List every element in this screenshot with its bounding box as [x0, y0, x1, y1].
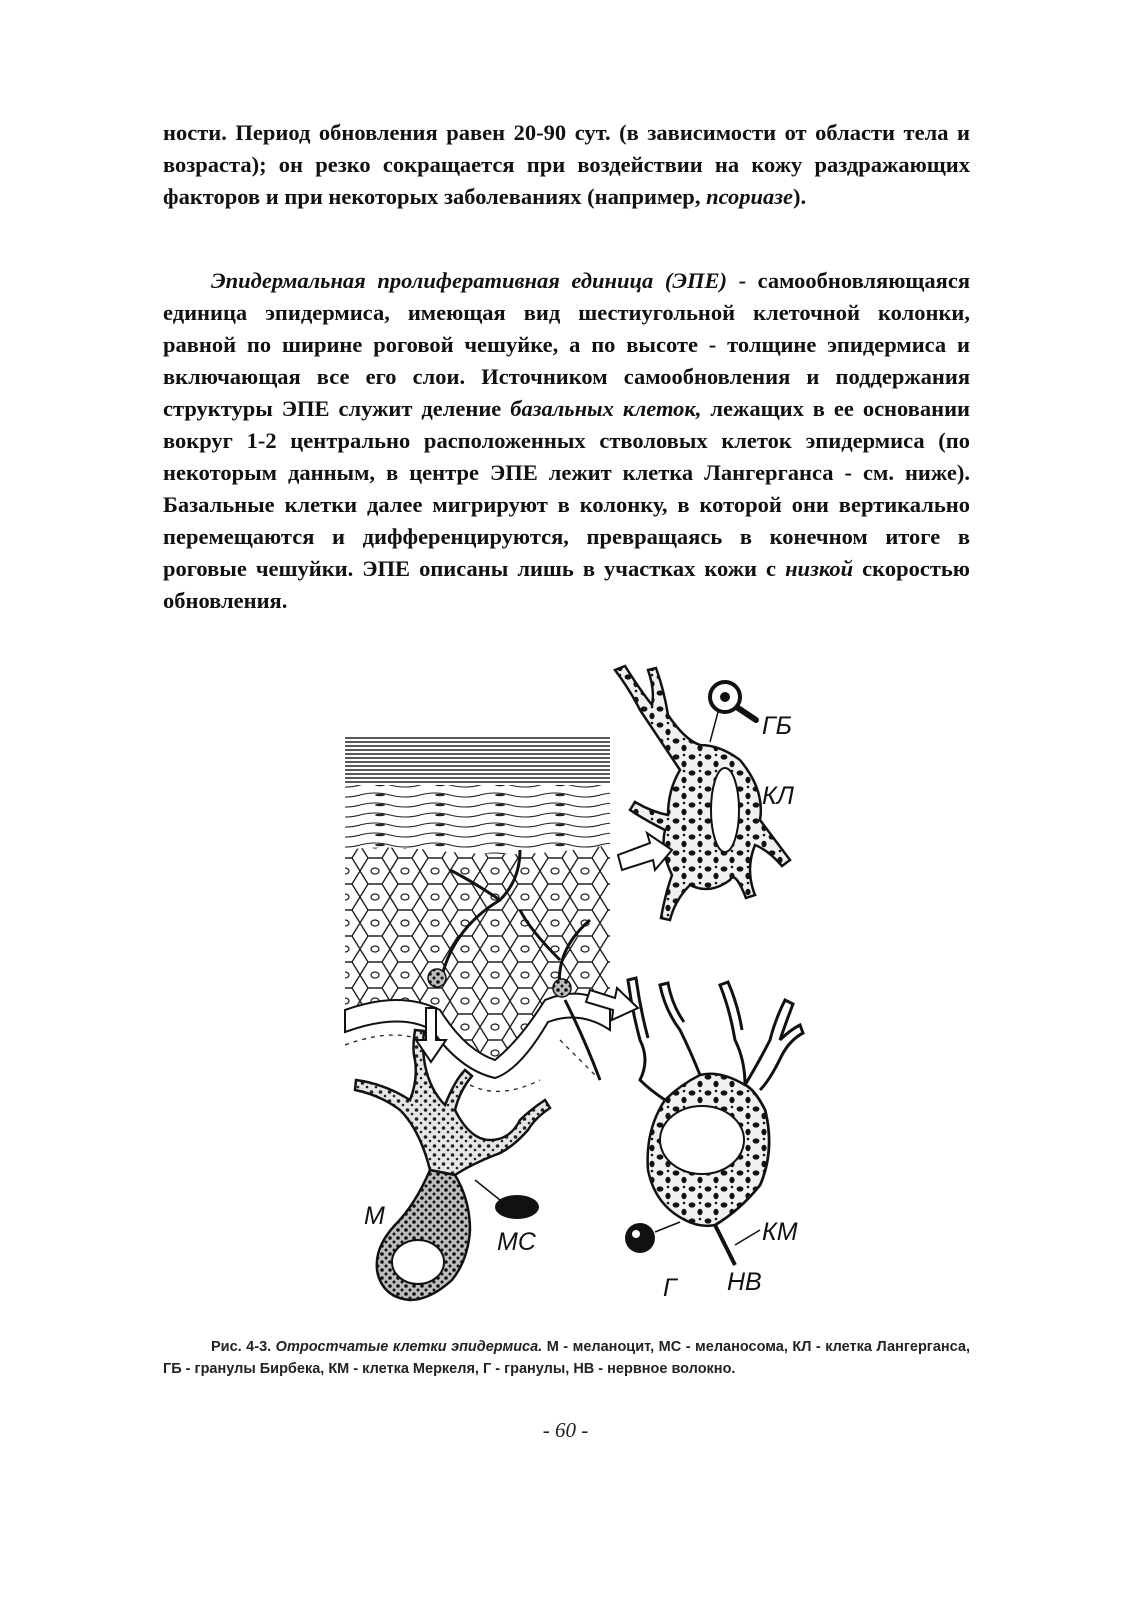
caption-number: Рис. 4-3.	[211, 1339, 272, 1355]
paragraph-end: ).	[793, 184, 807, 209]
page-number: - 60 -	[542, 1418, 589, 1442]
paragraph-renewal-period	[163, 117, 970, 213]
label-gb: ГБ	[762, 712, 792, 740]
term-epu: Эпидермальная пролиферативная единица (ЭПЕ)	[211, 268, 727, 293]
label-ms: МС	[497, 1228, 536, 1256]
caption-text: М - меланоцит, МС - меланосома, КЛ - клетка Лангерганса, ГБ - гранулы Бирбека, КМ - клетка Меркеля, Г - гранулы, НВ - нервное волокно.	[163, 1339, 970, 1377]
figure-caption	[163, 1336, 970, 1380]
epidermis-section-drawing	[345, 735, 610, 1095]
label-nv: НВ	[727, 1268, 762, 1296]
figure-epidermis-process-cells	[300, 640, 820, 1320]
label-m: М	[364, 1202, 385, 1230]
paragraph-epu	[163, 265, 970, 617]
term-psoriasis: псориазе	[706, 184, 794, 209]
paragraph-text: ности. Период обновления равен 20-90 сут. (в зависимости от области тела и возраста); он резко сокращается при воздействии на кожу раздражающих факторов и при некоторых заболеваниях (например,	[163, 120, 970, 209]
melanocyte-drawing	[355, 1030, 550, 1300]
paragraph-text-c: скоростью обновления.	[163, 556, 970, 613]
caption-title: Отростчатые клетки эпидермиса.	[275, 1339, 543, 1355]
paragraph-text-a: - самообновляющаяся единица эпидермиса, имеющая вид шестиугольной клеточной колонки, равной по ширине роговой чешуйке, а по высоте - толщине эпидермиса и включающая все его слои. Источником самообновления и поддержания структуры ЭПЕ служит деление	[163, 268, 970, 421]
label-g: Г	[663, 1274, 677, 1302]
term-low: низкой	[785, 556, 854, 581]
paragraph-text-b: лежащих в ее основании вокруг 1-2 центрально расположенных стволовых клеток эпидермиса (по некоторым данным, в центре ЭПЕ лежит клетка Лангерганса - см. ниже). Базальные клетки далее мигрируют в колонку, в которой они вертикально перемещаются и дифференцируются, превращаясь в конечном итоге в роговые чешуйки. ЭПЕ описаны лишь в участках кожи с	[163, 396, 970, 581]
term-basal-cells: базальных клеток,	[510, 396, 702, 421]
label-kl: КЛ	[762, 782, 794, 810]
label-km: КМ	[762, 1218, 798, 1246]
